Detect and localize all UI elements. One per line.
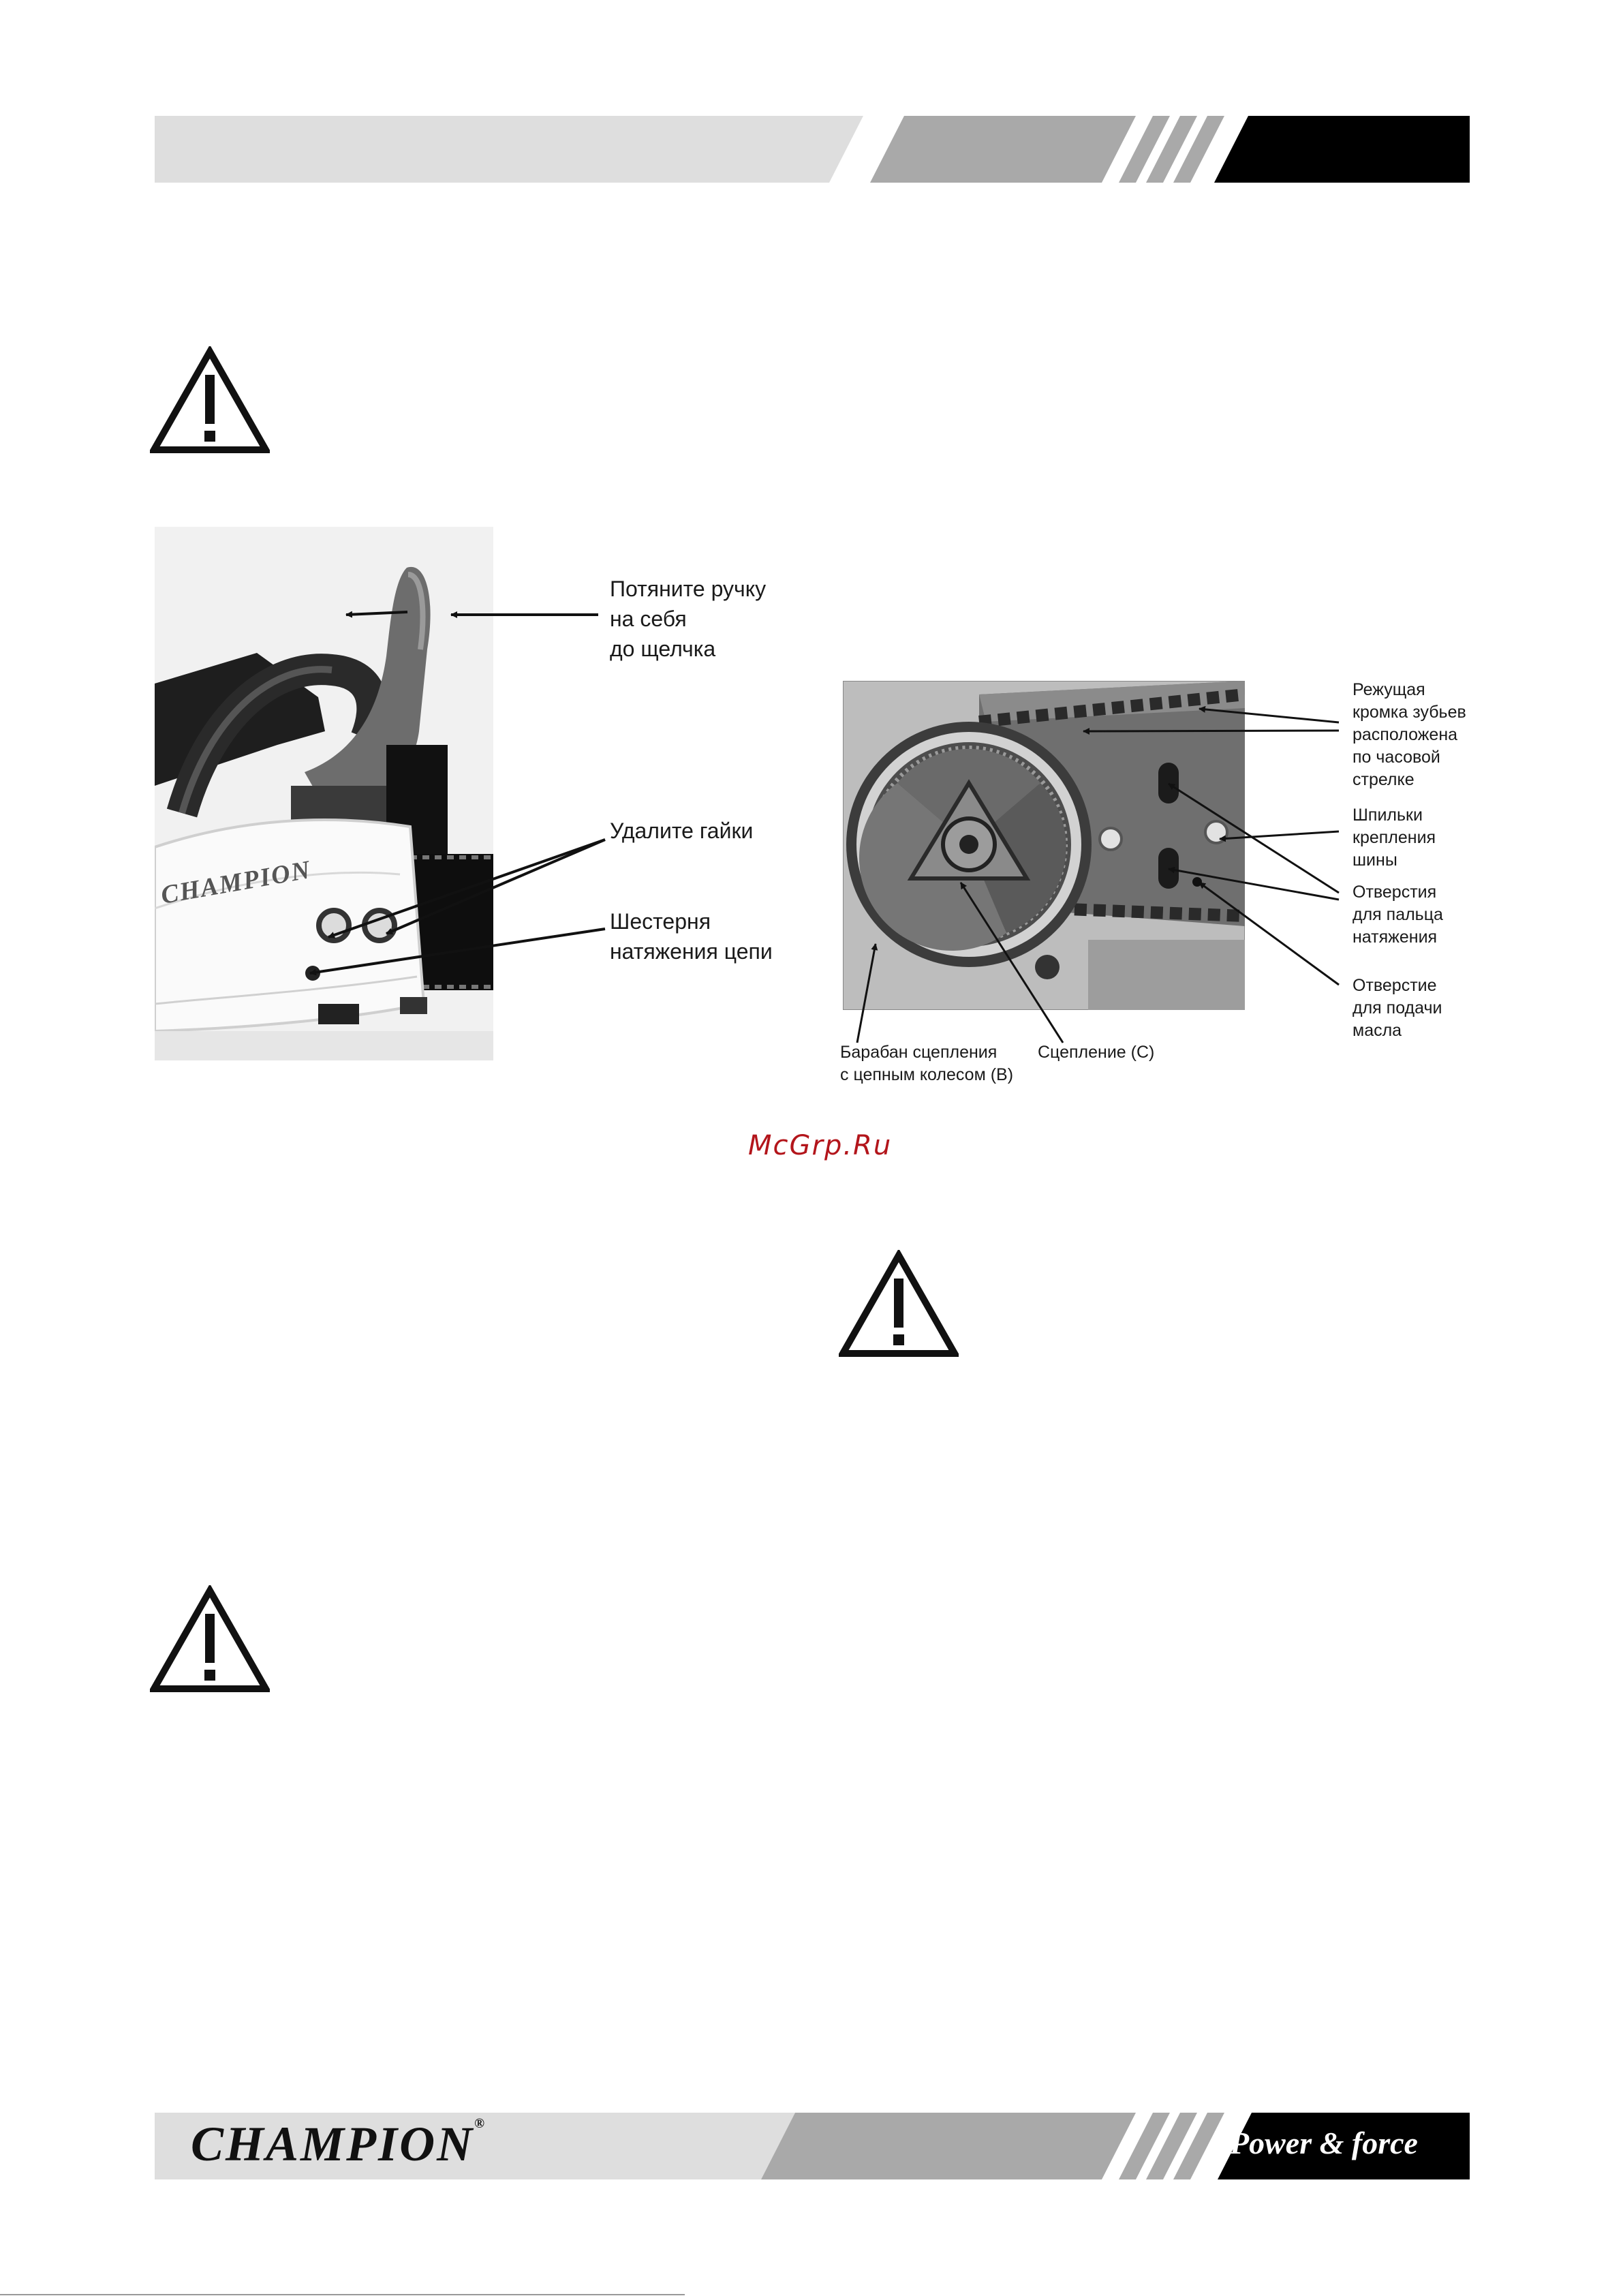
registered-mark: ®	[474, 2116, 487, 2131]
logo-wordmark: CHAMPION	[191, 2117, 475, 2171]
callout-pull-handle: Потяните ручку на себя до щелчка	[610, 577, 767, 661]
callout-clutch: Сцепление (С)	[1038, 1043, 1155, 1062]
photo-brand-text: CHAMPION	[159, 855, 313, 910]
callout-bar-studs: Шпильки крепления шины	[1352, 806, 1436, 870]
callout-remove-nuts: Удалите гайки	[610, 818, 754, 843]
champion-logo	[191, 2116, 486, 2173]
callout-cutting-edge: Режущая кромка зубьев расположена по часовой стрелке	[1352, 680, 1466, 789]
callout-oil-hole: Отверстие для подачи масла	[1352, 976, 1442, 1040]
watermark[interactable]: McGrp.Ru	[748, 1130, 893, 1161]
footer-slogan: Power & force	[1230, 2126, 1418, 2160]
callout-tension-holes: Отверстия для пальца натяжения	[1352, 883, 1443, 947]
callout-clutch-drum: Барабан сцепления с цепным колесом (В)	[840, 1043, 1014, 1084]
callout-tension-gear: Шестерня натяжения цепи	[610, 909, 773, 964]
page-bottom-rule	[0, 2294, 685, 2295]
